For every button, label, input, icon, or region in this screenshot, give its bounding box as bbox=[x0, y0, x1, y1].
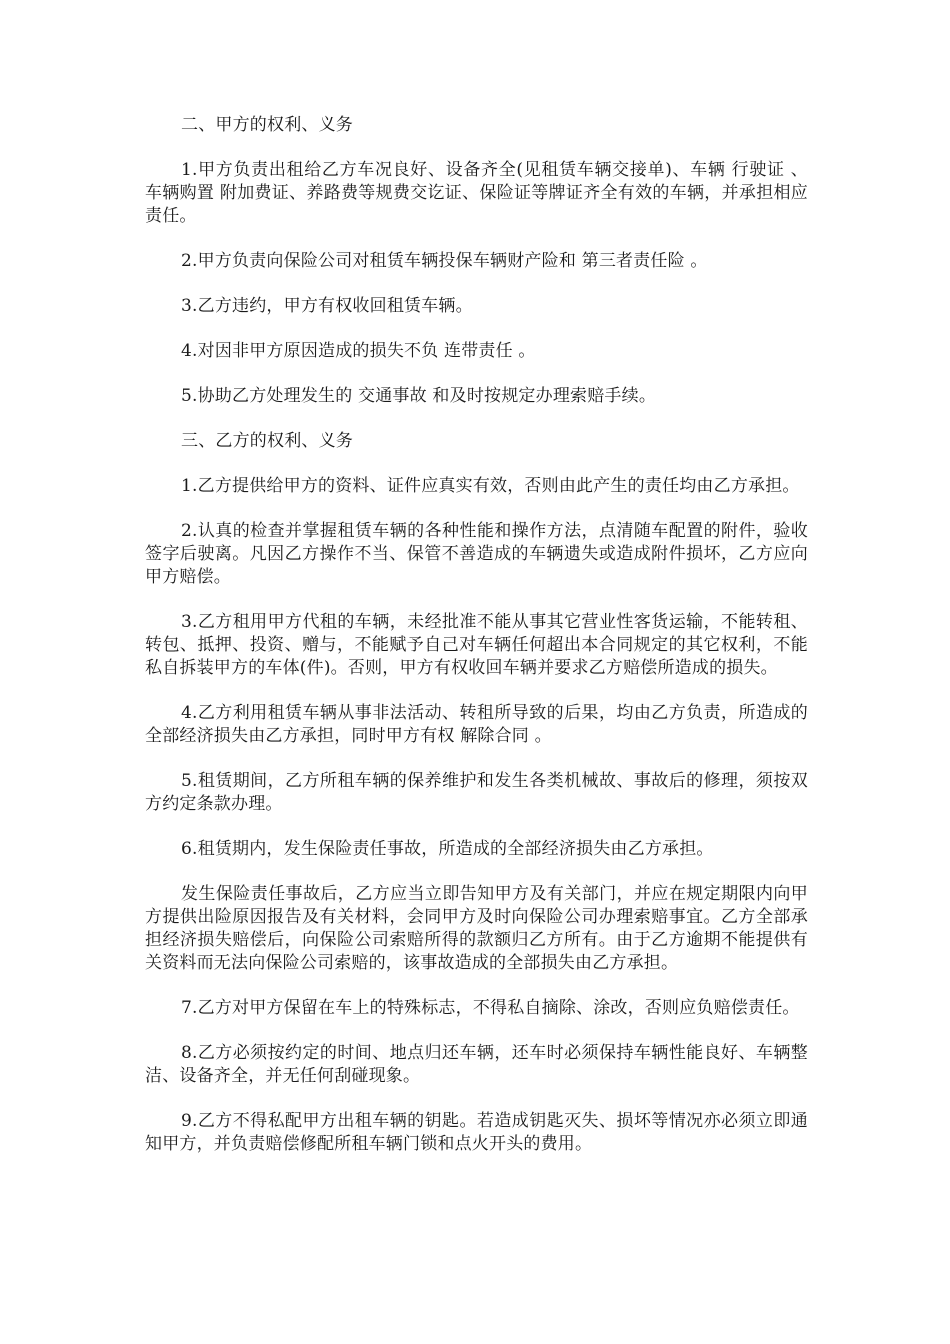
clause-a-3: 3.乙方违约，甲方有权收回租赁车辆。 bbox=[181, 296, 473, 316]
section-heading-party-a: 二、甲方的权利、义务 bbox=[181, 115, 353, 135]
clause-b-5: 5.租赁期间，乙方所租车辆的保养维护和发生各类机械故、事故后的修理，须按双方约定条款办理。 bbox=[145, 771, 808, 814]
clause-a-2: 2.甲方负责向保险公司对租赁车辆投保车辆财产险和 第三者责任险 。 bbox=[181, 251, 708, 271]
clause-b-6-detail: 发生保险责任事故后，乙方应当立即告知甲方及有关部门，并应在规定期限内向甲方提供出险原因报告及有关材料，会同甲方及时向保险公司办理索赔事宜。乙方全部承担经济损失赔偿后，向保险公司索赔所得的款额归乙方所有。由于乙方逾期不能提供有关资料而无法向保险公司索赔的，该事故造成的全部损失由乙方承担。 bbox=[145, 884, 808, 973]
section-heading-party-b: 三、乙方的权利、义务 bbox=[181, 431, 353, 451]
clause-b-4: 4.乙方利用租赁车辆从事非法活动、转租所导致的后果，均由乙方负责，所造成的全部经济损失由乙方承担，同时甲方有权 解除合同 。 bbox=[145, 703, 808, 746]
clause-b-9: 9.乙方不得私配甲方出租车辆的钥匙。若造成钥匙灭失、损坏等情况亦必须立即通知甲方，并负责赔偿修配所租车辆门锁和点火开头的费用。 bbox=[145, 1111, 808, 1154]
clause-b-2: 2.认真的检查并掌握租赁车辆的各种性能和操作方法，点清随车配置的附件，验收签字后驶离。凡因乙方操作不当、保管不善造成的车辆遗失或造成附件损坏，乙方应向甲方赔偿。 bbox=[145, 521, 808, 587]
clause-b-6: 6.租赁期内，发生保险责任事故，所造成的全部经济损失由乙方承担。 bbox=[181, 839, 714, 859]
clause-a-1: 1.甲方负责出租给乙方车况良好、设备齐全(见租赁车辆交接单)、车辆 行驶证 、 车辆购置 附加费证、养路费等规费交讫证、保险证等牌证齐全有效的车辆，并承担相应责任。 bbox=[145, 160, 808, 226]
clause-a-4: 4.对因非甲方原因造成的损失不负 连带责任 。 bbox=[181, 341, 536, 361]
clause-b-3: 3.乙方租用甲方代租的车辆，未经批准不能从事其它营业性客货运输，不能转租、转包、抵押、投资、赠与，不能赋予自己对车辆任何超出本合同规定的其它权利，不能私自拆装甲方的车体(件)。否则，甲方有权收回车辆并要求乙方赔偿所造成的损失。 bbox=[145, 612, 808, 678]
clause-b-8: 8.乙方必须按约定的时间、地点归还车辆，还车时必须保持车辆性能良好、车辆整洁、设备齐全，并无任何刮碰现象。 bbox=[145, 1043, 808, 1086]
clause-a-5: 5.协助乙方处理发生的 交通事故 和及时按规定办理索赔手续。 bbox=[181, 386, 657, 406]
clause-b-7: 7.乙方对甲方保留在车上的特殊标志，不得私自摘除、涂改，否则应负赔偿责任。 bbox=[181, 998, 800, 1018]
clause-b-1: 1.乙方提供给甲方的资料、证件应真实有效，否则由此产生的责任均由乙方承担。 bbox=[181, 476, 800, 496]
